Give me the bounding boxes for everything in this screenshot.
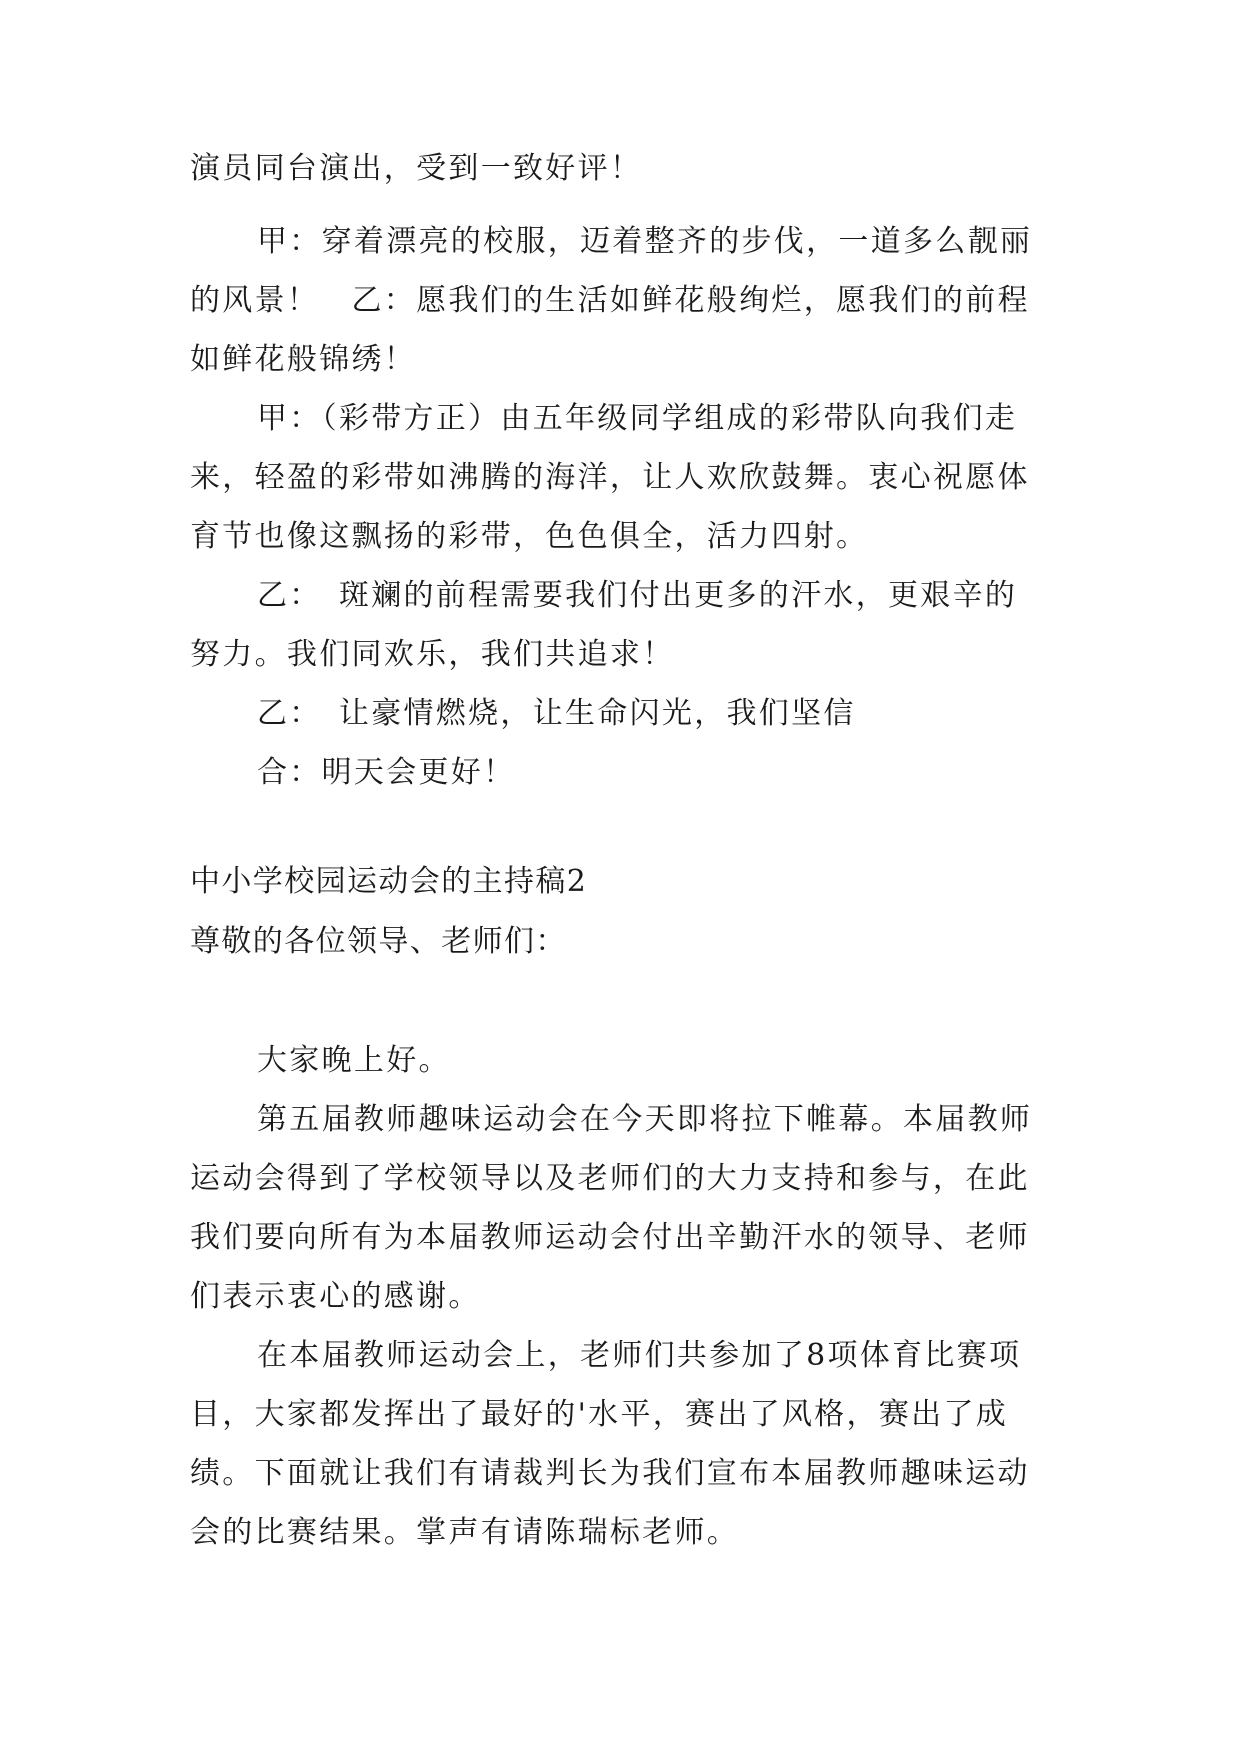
paragraph-line: 甲：穿着漂亮的校服，迈着整齐的步伐，一道多么靓丽	[257, 224, 1033, 259]
paragraph-line: 乙： 斑斓的前程需要我们付出更多的汗水，更艰辛的	[257, 578, 1018, 613]
paragraph-line: 甲：（彩带方正）由五年级同学组成的彩带队向我们走	[257, 401, 1018, 436]
paragraph-line: 来，轻盈的彩带如沸腾的海洋，让人欢欣鼓舞。衷心祝愿体	[190, 460, 1030, 495]
paragraph-line: 乙： 让豪情燃烧，让生命闪光，我们坚信	[257, 696, 856, 731]
paragraph-line: 大家晚上好。	[257, 1043, 451, 1078]
paragraph-line: 演员同台演出，受到一致好评！	[190, 151, 643, 186]
paragraph-line: 我们要向所有为本届教师运动会付出辛勤汗水的领导、老师	[190, 1220, 1030, 1255]
paragraph-line: 的风景！ 乙：愿我们的生活如鲜花般绚烂，愿我们的前程	[190, 283, 1030, 318]
paragraph-line: 第五届教师趣味运动会在今天即将拉下帷幕。本届教师	[257, 1102, 1033, 1137]
paragraph-line: 在本届教师运动会上，老师们共参加了8项体育比赛项	[257, 1338, 1022, 1373]
section-title: 中小学校园运动会的主持稿2	[190, 864, 588, 899]
salutation: 尊敬的各位领导、老师们：	[190, 924, 567, 959]
paragraph-line: 目，大家都发挥出了最好的'水平，赛出了风格，赛出了成	[190, 1397, 1009, 1432]
paragraph-line: 运动会得到了学校领导以及老师们的大力支持和参与，在此	[190, 1161, 1030, 1196]
paragraph-line: 绩。下面就让我们有请裁判长为我们宣布本届教师趣味运动	[190, 1456, 1030, 1491]
paragraph-line: 努力。我们同欢乐，我们共追求！	[190, 637, 675, 672]
paragraph-line: 们表示衷心的感谢。	[190, 1279, 481, 1314]
paragraph-line: 合：明天会更好！	[257, 755, 516, 790]
paragraph-line: 如鲜花般锦绣！	[190, 342, 417, 377]
paragraph-line: 育节也像这飘扬的彩带，色色俱全，活力四射。	[190, 519, 869, 554]
paragraph-line: 会的比赛结果。掌声有请陈瑞标老师。	[190, 1515, 740, 1550]
